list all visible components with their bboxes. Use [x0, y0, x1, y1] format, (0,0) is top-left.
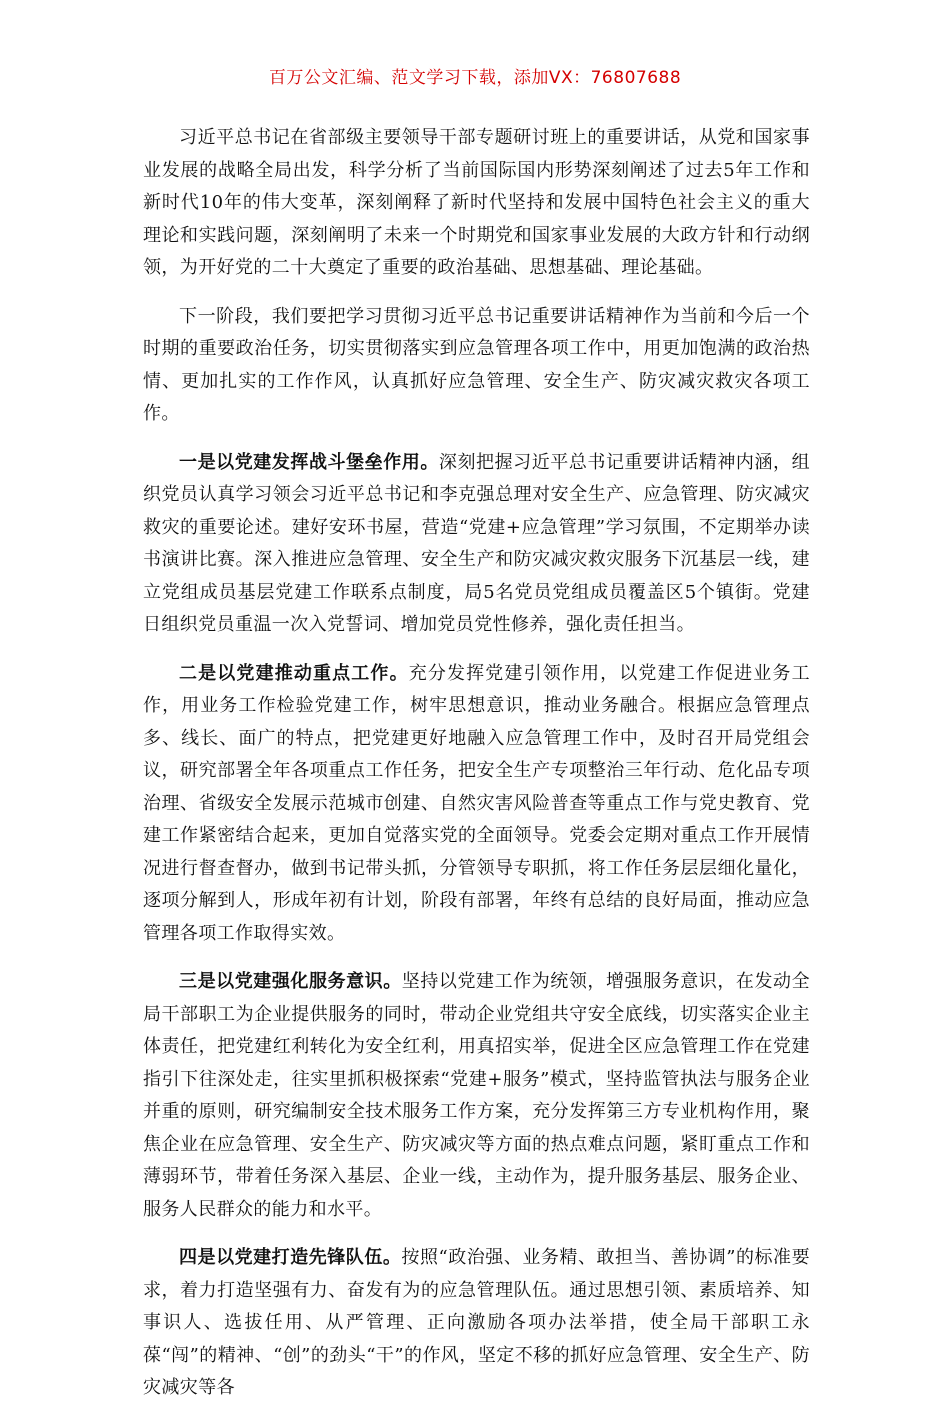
paragraph-next-stage: [143, 301, 810, 431]
paragraph-point-one: [143, 447, 810, 642]
paragraph-lead: 四是以党建打造先锋队伍。: [179, 1247, 402, 1268]
paragraph-point-three: [143, 966, 810, 1226]
paragraph-text: 坚持以党建工作为统领，增强服务意识，在发动全局干部职工为企业提供服务的同时，带动企业党组共守安全底线，切实落实企业主体责任，把党建红利转化为安全红利，用真招实举，促进全区应急管理工作在党建指引下往深处走，往实里抓积极探索“党建+服务”模式，坚持监管执法与服务企业并重的原则，研究编制安全技术服务工作方案，充分发挥第三方专业机构作用，聚焦企业在应急管理、安全生产、防灾减灾等方面的热点难点问题，紧盯重点工作和薄弱环节，带着任务深入基层、企业一线，主动作为，提升服务基层、服务企业、服务人民群众的能力和水平。: [143, 971, 810, 1220]
paragraph-point-four: [143, 1242, 810, 1405]
paragraph-text: 习近平总书记在省部级主要领导干部专题研讨班上的重要讲话，从党和国家事业发展的战略全局出发，科学分析了当前国际国内形势深刻阐述了过去5年工作和新时代10年的伟大变革，深刻阐释了新时代坚持和发展中国特色社会主义的重大理论和实践问题，深刻阐明了未来一个时期党和国家事业发展的大政方针和行动纲领，为开好党的二十大奠定了重要的政治基础、思想基础、理论基础。: [143, 127, 810, 278]
paragraph-text: 充分发挥党建引领作用，以党建工作促进业务工作，用业务工作检验党建工作，树牢思想意识，推动业务融合。根据应急管理点多、线长、面广的特点，把党建更好地融入应急管理工作中，及时召开局党组会议，研究部署全年各项重点工作任务，把安全生产专项整治三年行动、危化品专项治理、省级安全发展示范城市创建、自然灾害风险普查等重点工作与党史教育、党建工作紧密结合起来，更加自觉落实党的全面领导。党委会定期对重点工作开展情况进行督查督办，做到书记带头抓，分管领导专职抓，将工作任务层层细化量化，逐项分解到人，形成年初有计划，阶段有部署，年终有总结的良好局面，推动应急管理各项工作取得实效。: [143, 662, 810, 944]
paragraph-intro: [143, 122, 810, 285]
paragraph-text: 下一阶段，我们要把学习贯彻习近平总书记重要讲话精神作为当前和今后一个时期的重要政治任务，切实贯彻落实到应急管理各项工作中，用更加饱满的政治热情、更加扎实的工作作风，认真抓好应急管理、安全生产、防灾减灾救灾各项工作。: [143, 305, 810, 424]
paragraph-text: 按照“政治强、业务精、敢担当、善协调”的标准要求，着力打造坚强有力、奋发有为的应急管理队伍。通过思想引领、素质培养、知事识人、选拔任用、从严管理、正向激励各项办法举措，使全局干部职工永葆“闯”的精神、“创”的劲头“干”的作风，坚定不移的抓好应急管理、安全生产、防灾减灾等各: [143, 1247, 810, 1398]
watermark-header: 百万公文汇编、范文学习下载，添加VX：76807688: [268, 68, 682, 88]
paragraph-point-two: [143, 658, 810, 951]
document-body: [143, 122, 810, 1421]
paragraph-lead: 三是以党建强化服务意识。: [179, 971, 402, 992]
paragraph-lead: 一是以党建发挥战斗堡垒作用。: [179, 451, 439, 473]
paragraph-lead: 二是以党建推动重点工作。: [179, 662, 409, 684]
paragraph-text: 深刻把握习近平总书记重要讲话精神内涵，组织党员认真学习领会习近平总书记和李克强总理对安全生产、应急管理、防灾减灾救灾的重要论述。建好安环书屋，营造“党建+应急管理”学习氛围，不定期举办读书演讲比赛。深入推进应急管理、安全生产和防灾减灾救灾服务下沉基层一线，建立党组成员基层党建工作联系点制度，局5名党员党组成员覆盖区5个镇街。党建日组织党员重温一次入党誓词、增加党员党性修养，强化责任担当。: [143, 451, 810, 635]
